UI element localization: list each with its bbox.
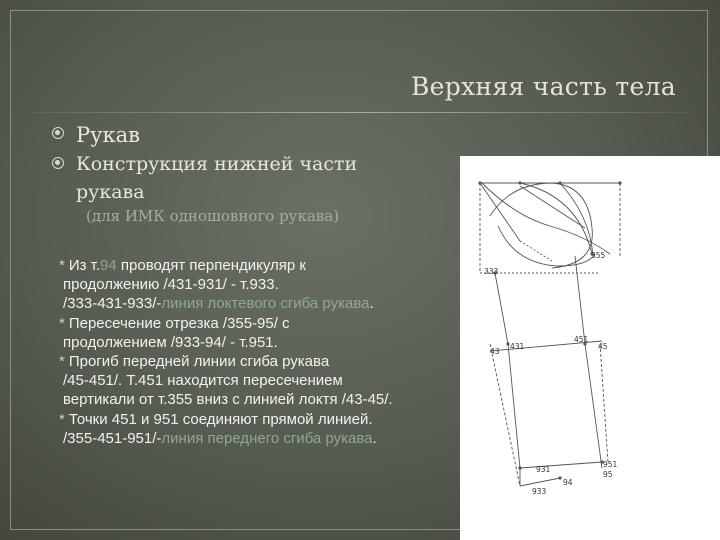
sleeve-type-note: (для ИМК одношовного рукава) bbox=[86, 207, 340, 225]
front-lower-seam bbox=[585, 344, 602, 468]
p4-line1: * Точки 451 и 951 соединяют прямой линией. bbox=[59, 410, 373, 428]
instructions-text bbox=[59, 256, 463, 448]
back-lower-seam bbox=[508, 344, 520, 468]
label-431: 431 bbox=[510, 342, 525, 351]
label-45: 45 bbox=[598, 342, 608, 351]
cap-curve-2 bbox=[490, 183, 592, 268]
bullet-icon bbox=[52, 127, 64, 139]
label-931: 931 bbox=[536, 465, 551, 474]
bullet-icon bbox=[52, 157, 64, 169]
slide-title: Верхняя часть тела bbox=[410, 72, 676, 101]
back-dash-seam bbox=[490, 344, 520, 486]
cap-diagonal bbox=[520, 186, 585, 228]
label-94: 94 bbox=[563, 478, 573, 487]
p3-line2: /45-451/. Т.451 находится пересечением bbox=[63, 372, 343, 390]
sleeve-pattern-svg bbox=[460, 156, 720, 540]
front-dash-seam bbox=[600, 344, 608, 462]
label-95: 95 bbox=[603, 470, 613, 479]
cap-curve-5 bbox=[560, 183, 593, 256]
label-355: 355 bbox=[591, 251, 606, 260]
back-upper-seam bbox=[495, 273, 508, 344]
label-451: 451 bbox=[574, 335, 589, 344]
p1-line2: продолжению /431-931/ - т.933. bbox=[63, 276, 279, 294]
p2-line1: * Пересечение отрезка /355-95/ с bbox=[59, 314, 290, 332]
title-divider bbox=[30, 112, 690, 113]
label-951: 951 bbox=[603, 460, 618, 469]
bullet-line-1: Конструкция нижней части bbox=[76, 153, 358, 175]
p2-line2: продолжением /933-94/ - т.951. bbox=[63, 333, 278, 351]
p1-line3: /333-431-933/-линия локтевого сгиба рукава. bbox=[63, 295, 374, 313]
p4-line2: /355-451-951/-линия переднего сгиба рукава. bbox=[63, 429, 377, 447]
label-933: 933 bbox=[532, 487, 547, 496]
cap-side bbox=[480, 183, 520, 241]
p3-line3: вертикали от т.355 вниз с линией локтя /43-45/. bbox=[63, 391, 393, 409]
hem-line bbox=[520, 462, 602, 468]
label-333: 333 bbox=[484, 267, 499, 276]
bullet-sleeve bbox=[52, 120, 140, 150]
label-43: 43 bbox=[490, 347, 500, 356]
cap-inner bbox=[520, 241, 552, 261]
bullet-lower-sleeve-label bbox=[76, 150, 357, 206]
front-upper-seam bbox=[575, 256, 585, 344]
bullet-line-2: рукава bbox=[76, 181, 145, 203]
sleeve-pattern-drawing bbox=[460, 156, 720, 540]
hem-lower bbox=[520, 478, 560, 486]
bullet-lower-sleeve bbox=[52, 150, 357, 206]
p3-line1: * Прогиб передней линии сгиба рукава bbox=[59, 353, 330, 371]
cap-curve-3 bbox=[498, 226, 595, 266]
bullet-sleeve-label: Рукав bbox=[76, 123, 140, 147]
p1-line1: * Из т.94 проводят перпендикуляр к bbox=[59, 257, 306, 274]
